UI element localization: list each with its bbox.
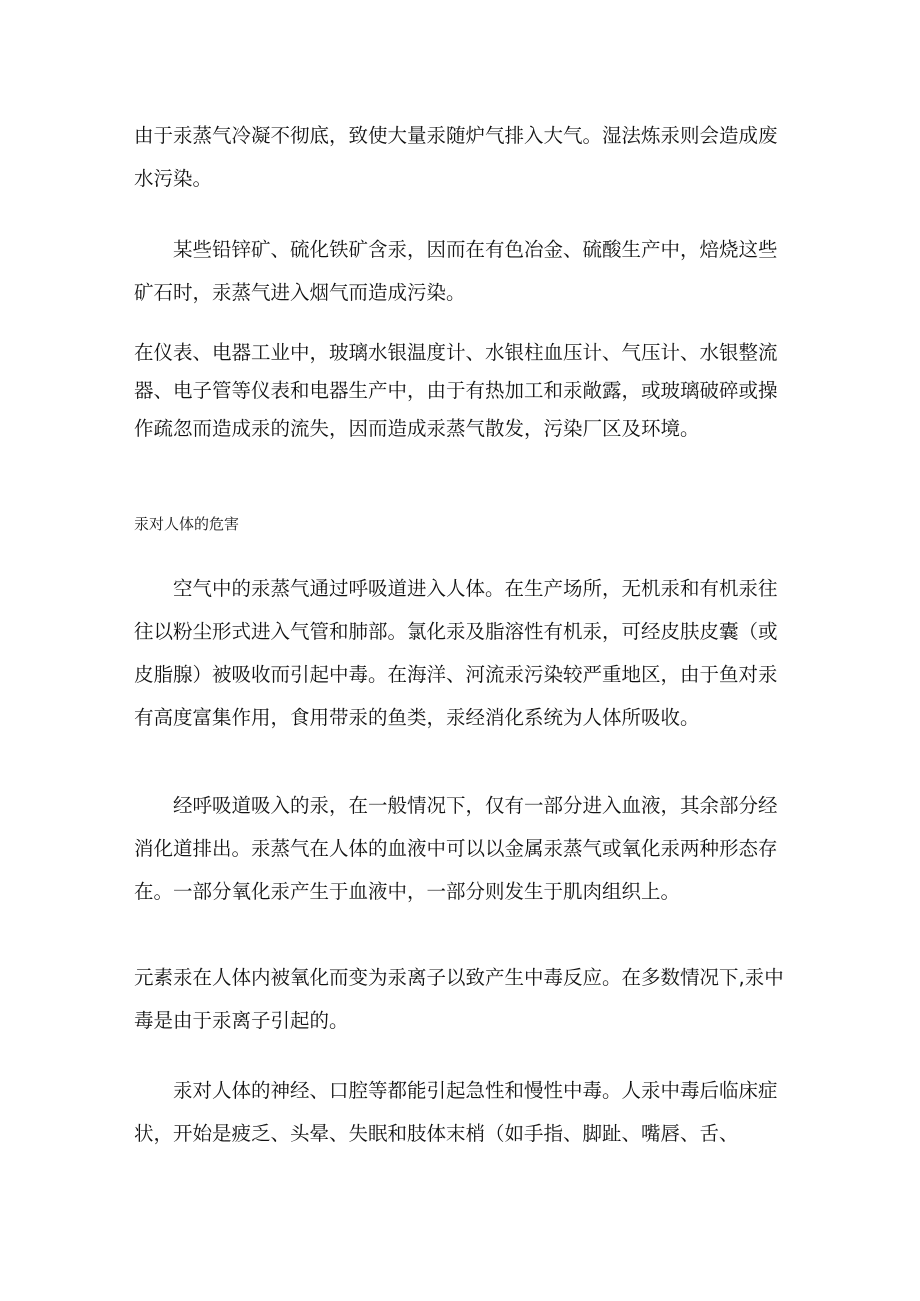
paragraph-mercury-ions: 元素汞在人体内被氧化而变为汞离子以致产生中毒反应。在多数情况下,汞中毒是由于汞离子引起的。 xyxy=(134,966,784,1032)
paragraph-lead-zinc-ore: 某些铅锌矿、硫化铁矿含汞，因而在有色冶金、硫酸生产中，焙烧这些矿石时，汞蒸气进入烟气而造成污染。 xyxy=(134,238,778,304)
paragraph-mercury-condensation: 由于汞蒸气冷凝不彻底，致使大量汞随炉气排入大气。湿法炼汞则会造成废水污染。 xyxy=(134,124,778,190)
paragraph-clinical-symptoms: 汞对人体的神经、口腔等都能引起急性和慢性中毒。人汞中毒后临床症状，开始是疲乏、头晕、失眠和肢体末梢（如手指、脚趾、嘴唇、舌、 xyxy=(134,1079,778,1145)
paragraph-inhalation-routes: 空气中的汞蒸气通过呼吸道进入人体。在生产场所，无机汞和有机汞往往以粉尘形式进入气管和肺部。氯化汞及脂溶性有机汞，可经皮肤皮囊（或皮脂腺）被吸收而引起中毒。在海洋、河流汞污染较严重地区，由于鱼对汞有高度富集作用，食用带汞的鱼类，汞经消化系统为人体所吸收。 xyxy=(134,577,778,729)
section-heading-health-hazards: 汞对人体的危害 xyxy=(134,515,240,533)
paragraph-instrument-industry: 在仪表、电器工业中，玻璃水银温度计、水银柱血压计、气压计、水银整流器、电子管等仪表和电器生产中，由于有热加工和汞敞露，或玻璃破碎或操作疏忽而造成汞的流失，因而造成汞蒸气散发，污染厂区及环境。 xyxy=(134,341,778,440)
paragraph-blood-absorption: 经呼吸道吸入的汞，在一般情况下，仅有一部分进入血液，其余部分经消化道排出。汞蒸气在人体的血液中可以以金属汞蒸气或氧化汞两种形态存在。一部分氧化汞产生于血液中，一部分则发生于肌肉组织上。 xyxy=(134,794,778,903)
